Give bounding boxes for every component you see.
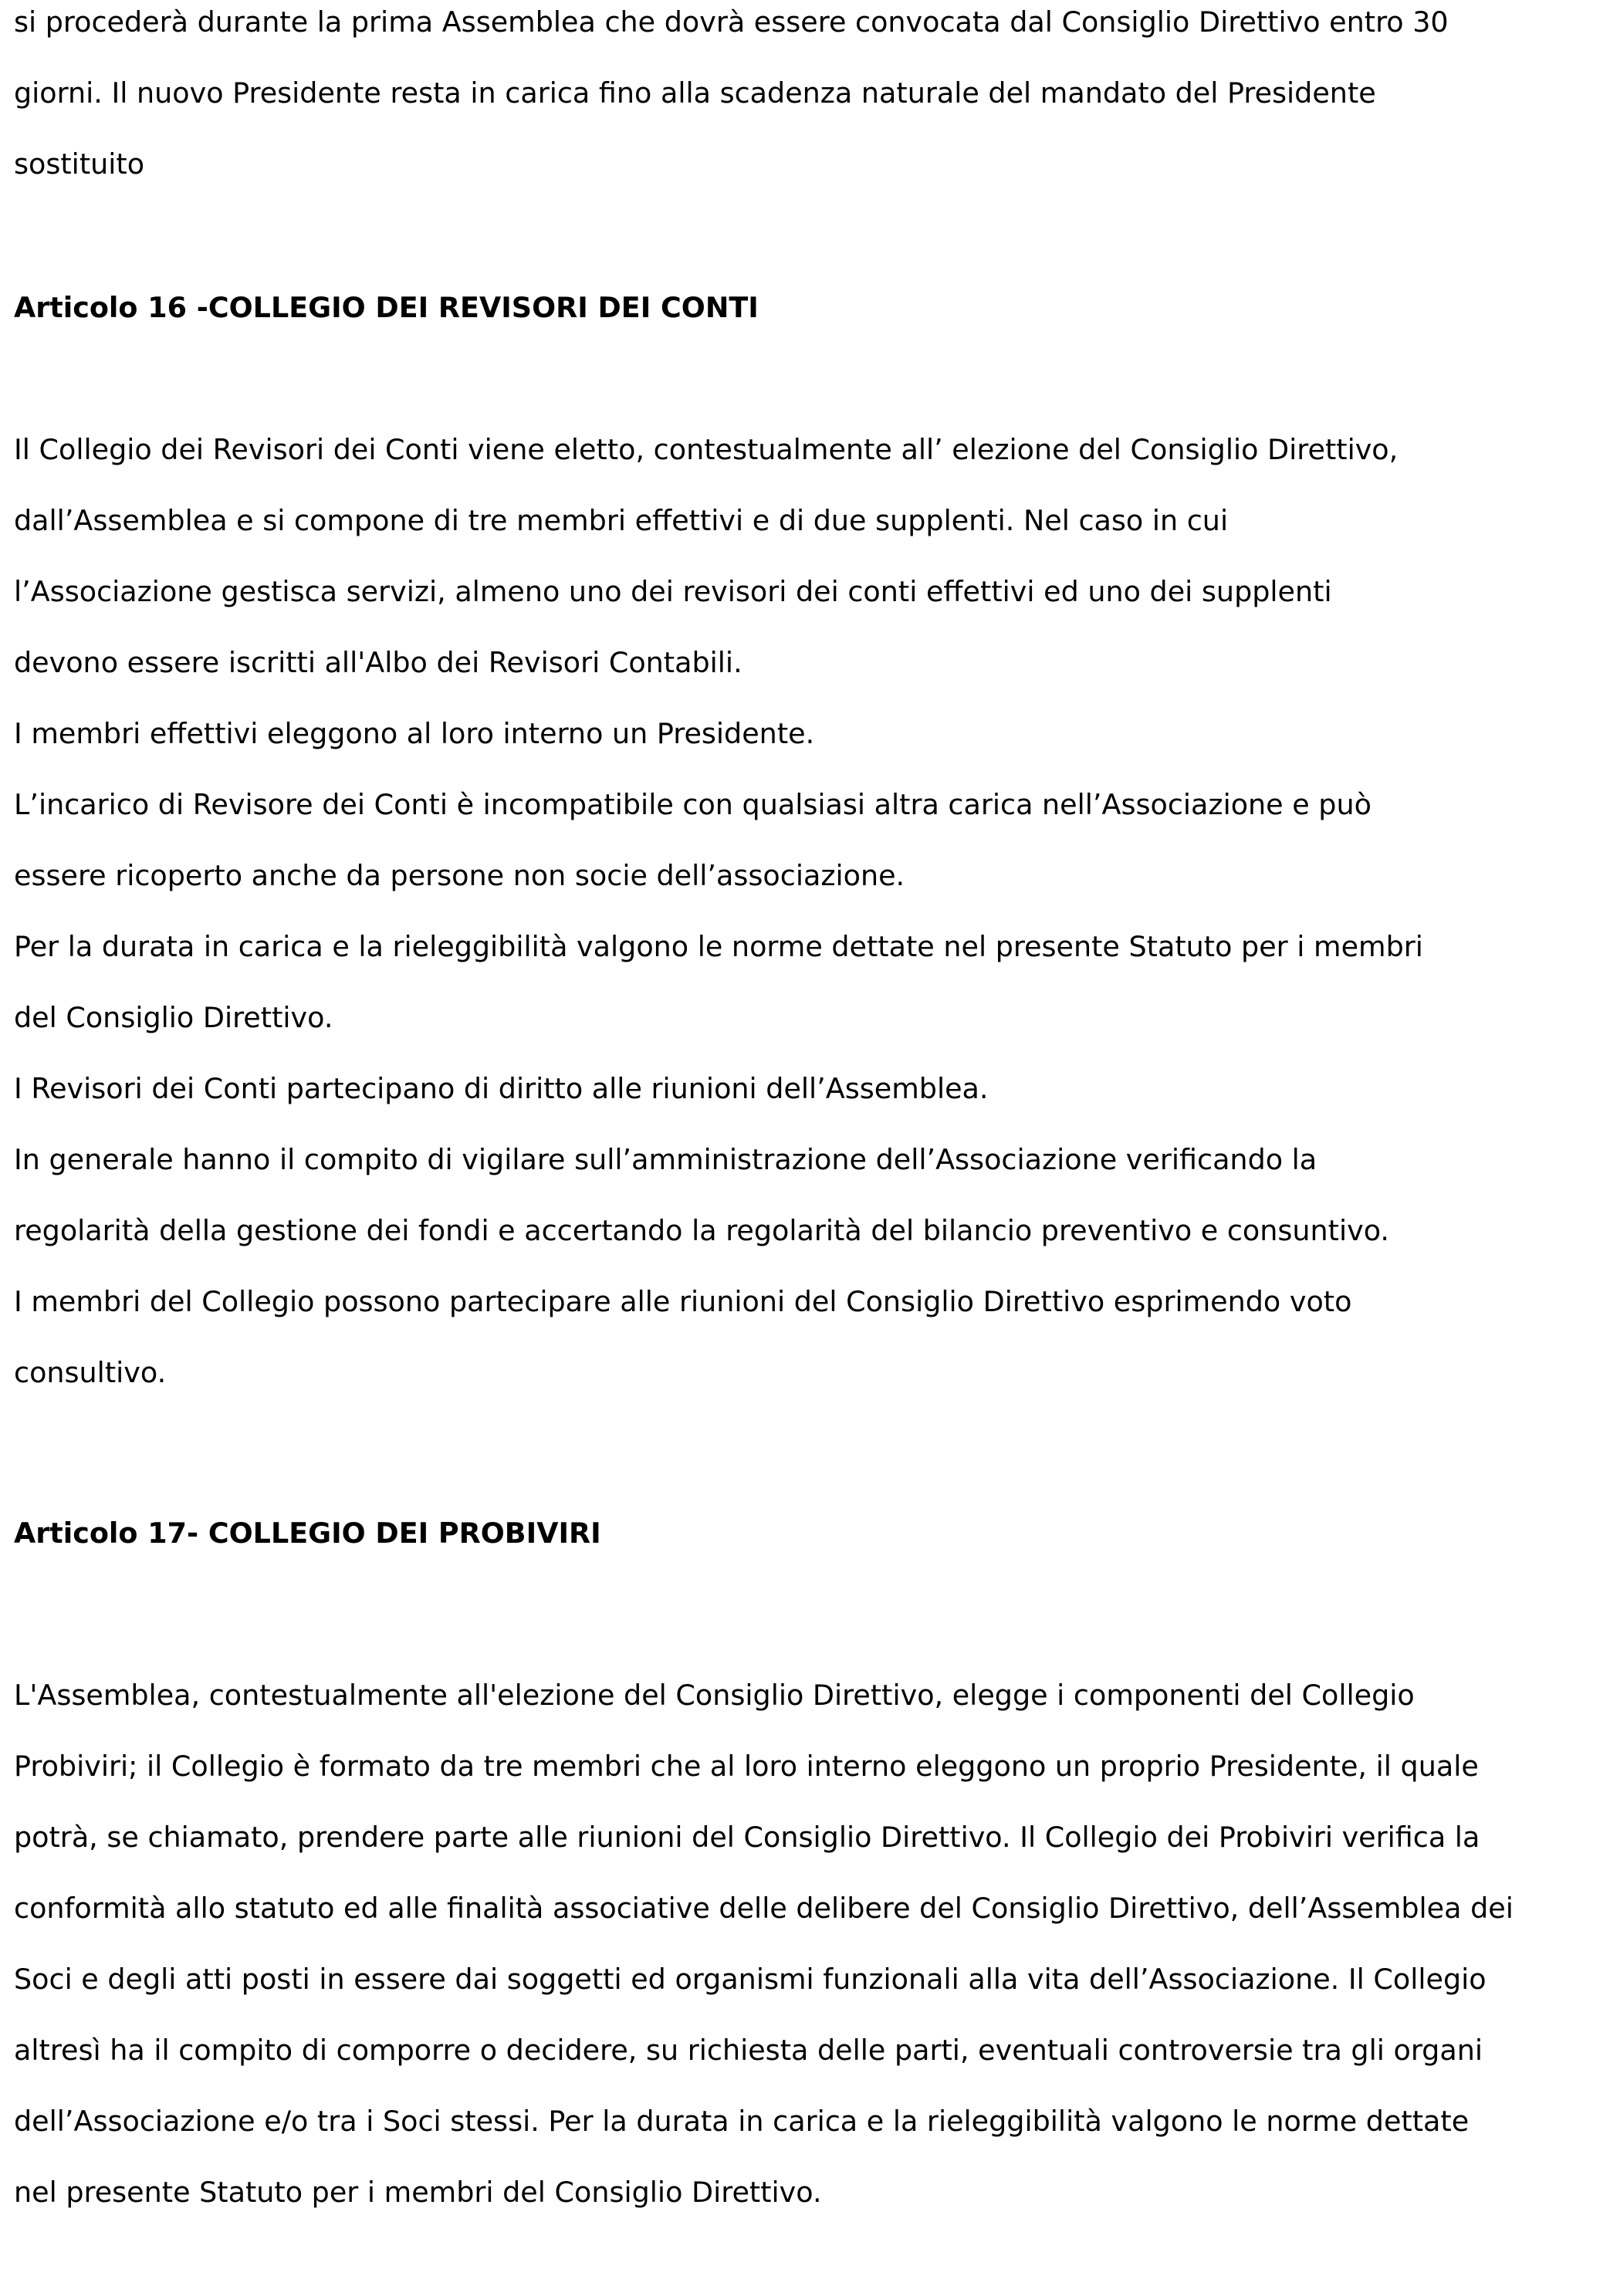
article-16-line: l’Associazione gestisca servizi, almeno uno dei revisori dei conti effettivi ed uno dei supplenti (14, 575, 1332, 608)
article-17-line: Soci e degli atti posti in essere dai soggetti ed organismi funzionali alla vita dell’Associazione. Il Collegio (14, 1963, 1487, 1996)
intro-line: si procederà durante la prima Assemblea che dovrà essere convocata dal Consiglio Direttivo entro 30 (14, 5, 1449, 39)
article-16-line: L’incarico di Revisore dei Conti è incompatibile con qualsiasi altra carica nell’Associazione e può (14, 788, 1372, 821)
article-17-line: nel presente Statuto per i membri del Consiglio Direttivo. (14, 2176, 822, 2209)
intro-line: giorni. Il nuovo Presidente resta in carica fino alla scadenza naturale del mandato del Presidente (14, 76, 1376, 110)
article-16-line: I Revisori dei Conti partecipano di diritto alle riunioni dell’Assemblea. (14, 1072, 989, 1105)
article-16-line: del Consiglio Direttivo. (14, 1001, 333, 1034)
article-16-line: I membri del Collegio possono partecipare alle riunioni del Consiglio Direttivo esprimendo voto (14, 1285, 1352, 1318)
article-16-line: devono essere iscritti all'Albo dei Revisori Contabili. (14, 646, 742, 679)
article-17-line: dell’Associazione e/o tra i Soci stessi. Per la durata in carica e la rieleggibilità valgono le norme dettate (14, 2105, 1470, 2138)
article-17-line: conformità allo statuto ed alle finalità associative delle delibere del Consiglio Direttivo, dell’Assemblea dei (14, 1892, 1514, 1925)
article-16-line: regolarità della gestione dei fondi e accertando la regolarità del bilancio preventivo e consuntivo. (14, 1214, 1390, 1247)
article-17-line: potrà, se chiamato, prendere parte alle riunioni del Consiglio Direttivo. Il Collegio dei Probiviri verifica la (14, 1821, 1480, 1854)
article-16-line: Il Collegio dei Revisori dei Conti viene eletto, contestualmente all’ elezione del Consiglio Direttivo, (14, 433, 1399, 466)
article-16-line: consultivo. (14, 1356, 167, 1389)
article-17-line: altresì ha il compito di comporre o decidere, su richiesta delle parti, eventuali controversie tra gli organi (14, 2034, 1483, 2067)
article-16-line: Per la durata in carica e la rieleggibilità valgono le norme dettate nel presente Statuto per i membri (14, 930, 1423, 963)
article-17-line: L'Assemblea, contestualmente all'elezione del Consiglio Direttivo, elegge i componenti del Collegio (14, 1679, 1415, 1712)
article-16-line: essere ricoperto anche da persone non socie dell’associazione. (14, 859, 905, 892)
article-17-line: Probiviri; il Collegio è formato da tre membri che al loro interno eleggono un proprio Presidente, il quale (14, 1750, 1479, 1783)
intro-line: sostituito (14, 147, 145, 181)
article-17-heading: Articolo 17- COLLEGIO DEI PROBIVIRI (14, 1517, 601, 1550)
article-16-heading: Articolo 16 -COLLEGIO DEI REVISORI DEI CONTI (14, 291, 759, 324)
article-16-line: I membri effettivi eleggono al loro interno un Presidente. (14, 717, 815, 750)
article-16-line: dall’Assemblea e si compone di tre membri effettivi e di due supplenti. Nel caso in cui (14, 504, 1229, 537)
article-16-line: In generale hanno il compito di vigilare sull’amministrazione dell’Associazione verificando la (14, 1143, 1317, 1176)
